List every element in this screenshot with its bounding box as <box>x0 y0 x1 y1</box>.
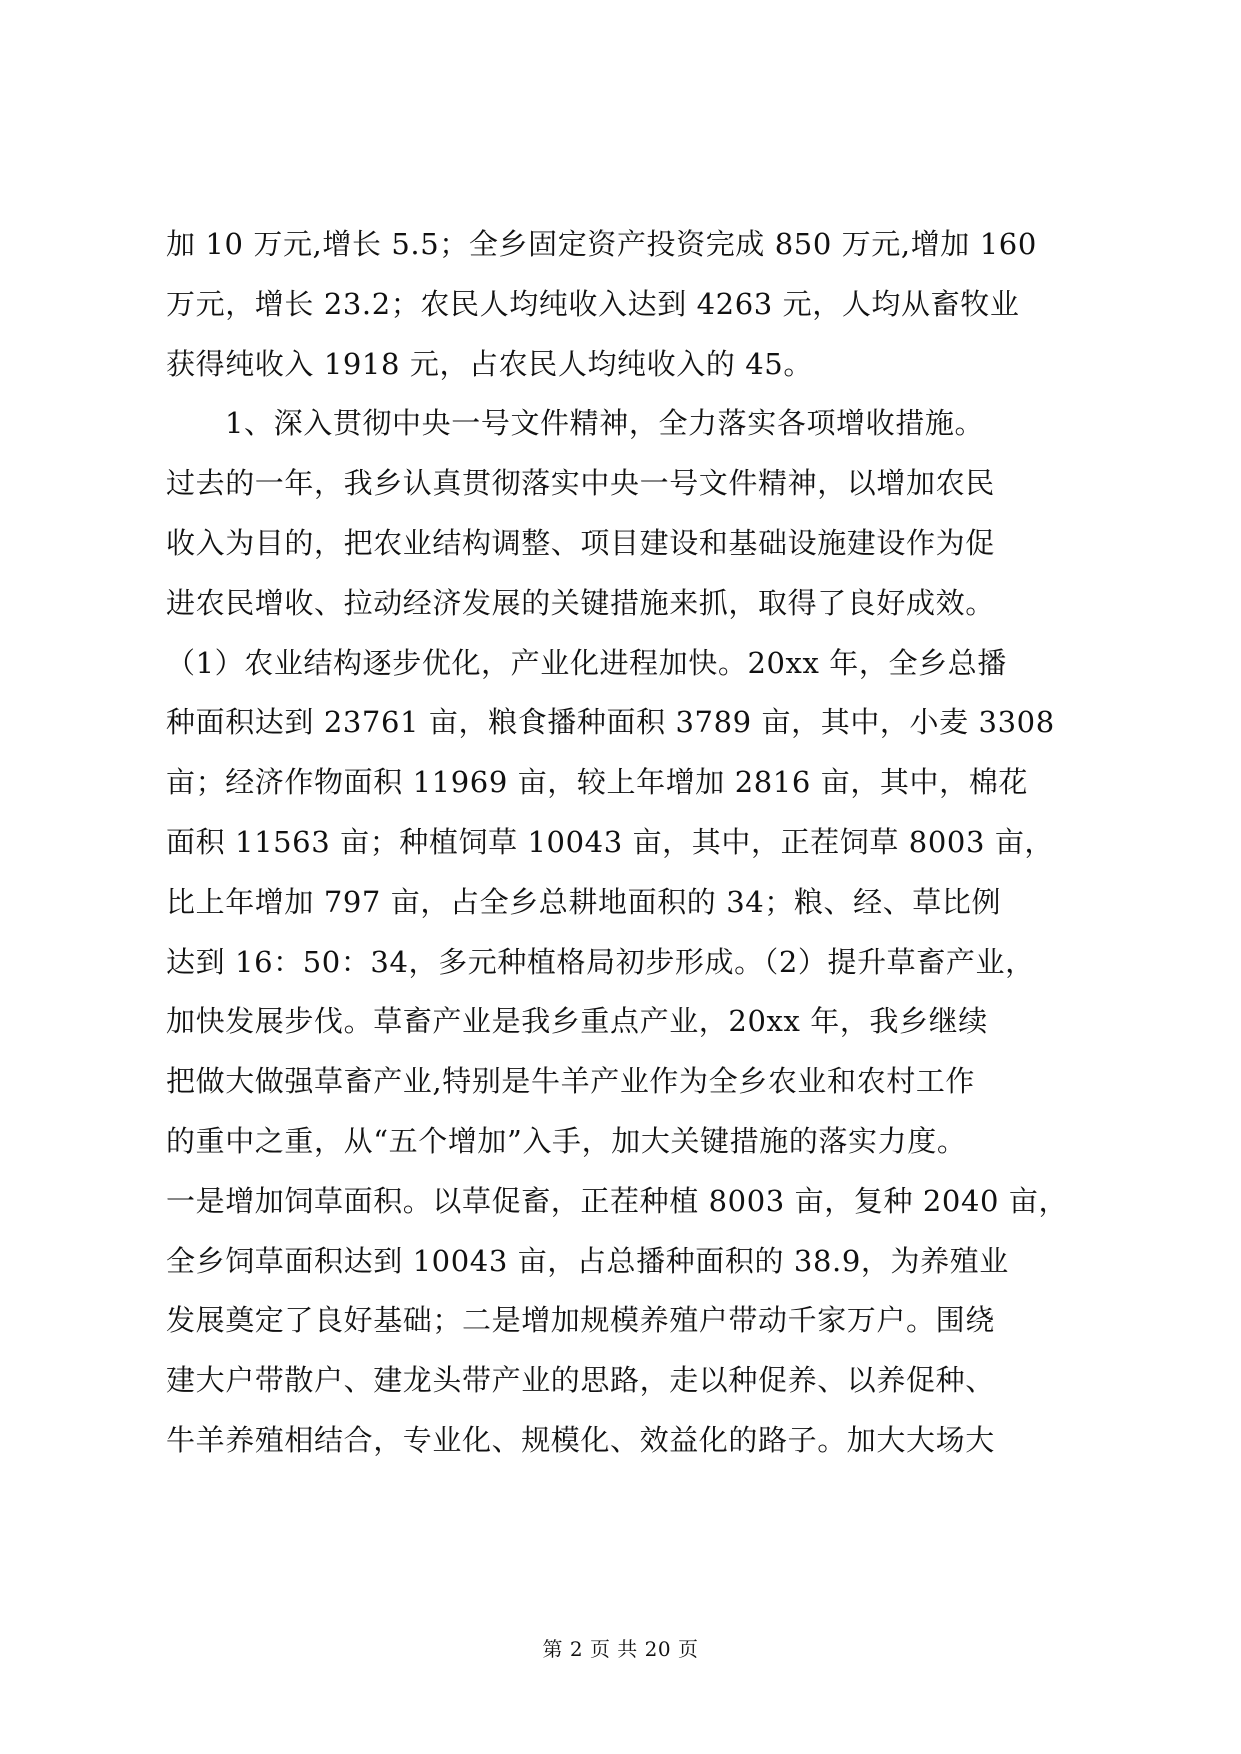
text-line: 比上年增加 797 亩，占全乡总耕地面积的 34；粮、经、草比例 <box>166 884 1002 919</box>
text-line: 发展奠定了良好基础；二是增加规模养殖户带动千家万户。围绕 <box>166 1303 995 1338</box>
text-line: 面积 11563 亩；种植饲草 10043 亩，其中，正茬饲草 8003 亩， <box>166 824 1055 859</box>
body-text <box>166 229 1086 1485</box>
section-heading-line: 1、深入贯彻中央一号文件精神，全力落实各项增收措施。 <box>225 406 985 441</box>
text-line: 建大户带散户、建龙头带产业的思路，走以种促养、以养促种、 <box>166 1363 995 1398</box>
text-line: 牛羊养殖相结合，专业化、规模化、效益化的路子。加大大场大 <box>166 1422 995 1457</box>
text-line: 达到 16：50：34，多元种植格局初步形成。（2）提升草畜产业， <box>166 944 1035 979</box>
text-line: 万元，增长 23.2；农民人均纯收入达到 4263 元，人均从畜牧业 <box>166 286 1020 321</box>
text-line: 进农民增收、拉动经济发展的关键措施来抓，取得了良好成效。 <box>166 585 995 620</box>
text-line: 获得纯收入 1918 元，占农民人均纯收入的 45。 <box>166 346 813 381</box>
text-line: 过去的一年，我乡认真贯彻落实中央一号文件精神，以增加农民 <box>166 466 995 501</box>
text-line: 加 10 万元,增长 5.5；全乡固定资产投资完成 850 万元,增加 160 <box>166 227 1037 261</box>
text-line: 全乡饲草面积达到 10043 亩，占总播种面积的 38.9，为养殖业 <box>166 1243 1009 1278</box>
text-line: （1）农业结构逐步优化，产业化进程加快。20xx 年，全乡总播 <box>166 645 1007 680</box>
page-footer <box>0 1637 1241 1661</box>
text-line: 种面积达到 23761 亩，粮食播种面积 3789 亩，其中，小麦 3308 <box>166 705 1055 740</box>
text-line: 把做大做强草畜产业,特别是牛羊产业作为全乡农业和农村工作 <box>166 1064 976 1099</box>
text-line: 收入为目的，把农业结构调整、项目建设和基础设施建设作为促 <box>166 525 995 560</box>
text-line: 亩；经济作物面积 11969 亩，较上年增加 2816 亩，其中，棉花 <box>166 765 1028 800</box>
text-line: 加快发展步伐。草畜产业是我乡重点产业，20xx 年，我乡继续 <box>166 1004 988 1039</box>
page-number: 第 2 页 共 20 页 <box>542 1637 699 1661</box>
text-line: 的重中之重，从“五个增加”入手，加大关键措施的落实力度。 <box>166 1123 967 1158</box>
text-line: 一是增加饲草面积。以草促畜，正茬种植 8003 亩，复种 2040 亩， <box>166 1183 1069 1218</box>
